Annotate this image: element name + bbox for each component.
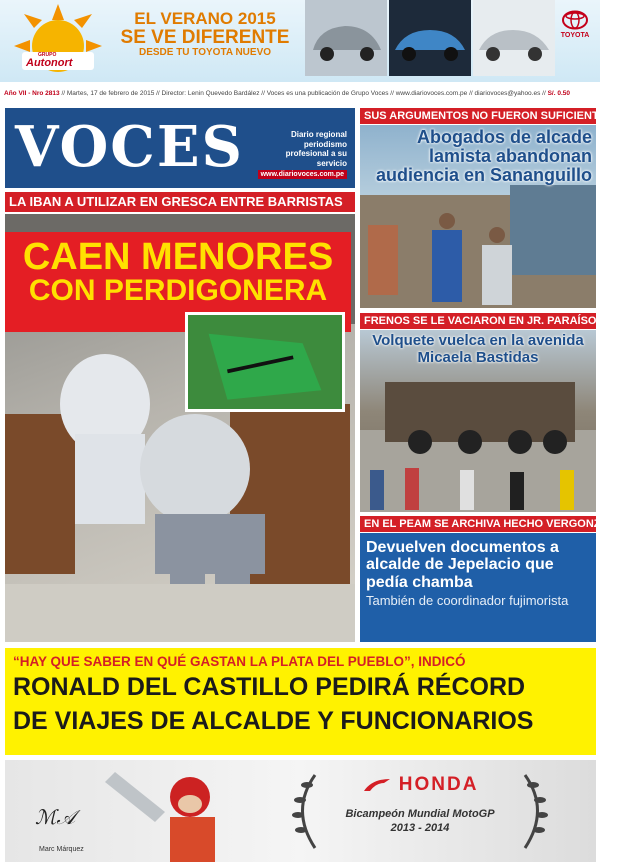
masthead-tagline: Diario regional periodismo profesional a su servicio [285, 130, 347, 168]
side-story-3-box[interactable] [360, 533, 596, 642]
side-story-3-kicker: EN EL PEAM SE ARCHIVA HECHO VERGONZOSO [360, 516, 596, 532]
side-story-1-photo[interactable] [360, 125, 596, 308]
signature-name: Marc Márquez [39, 846, 84, 853]
side-story-1-headline[interactable]: Abogados de alcade lamista abandonan audiencia en Sananguillo [375, 127, 592, 185]
main-headline-line1: CAEN MENORES [22, 236, 334, 278]
issue-number: Año VII - Nro 2813 [4, 90, 60, 97]
left-laurel-icon [285, 770, 325, 850]
autonort-group-label: GRUPO [38, 52, 57, 58]
main-story-photo[interactable] [5, 214, 355, 642]
side-story-2-headline[interactable]: Volquete vuelca en la avenida Micaela Bastidas [372, 332, 584, 366]
right-laurel-icon [515, 770, 555, 850]
autonort-logo-text: Autonort [26, 57, 73, 69]
honda-ad-block [335, 774, 505, 834]
cars-image [305, 0, 555, 76]
shotgun-inset-image [185, 312, 345, 412]
side-story-3-headline: Devuelven documentos a alcalde de Jepelacio que pedía chamba [366, 539, 559, 591]
dateline-sep: // [261, 90, 267, 97]
main-headline-line2: CON PERDIGONERA [28, 274, 328, 307]
ad-top-headline [120, 10, 290, 58]
honda-logo [335, 774, 505, 796]
top-advertisement[interactable] [0, 0, 600, 82]
toyota-logo [555, 10, 595, 39]
dateline-email[interactable]: diariovoces@yahoo.es [474, 90, 541, 97]
signature: ℳ𝒜 [35, 805, 76, 829]
bottom-advertisement[interactable] [5, 760, 596, 862]
dateline-sep: // [542, 90, 548, 97]
honda-years: 2013 - 2014 [390, 822, 450, 834]
toyota-text: TOYOTA [560, 32, 590, 39]
bottom-headline-line2: DE VIAJES DE ALCALDE Y FUNCIONARIOS [13, 707, 534, 736]
ad-top-line1: EL VERANO 2015 [134, 9, 276, 28]
honda-title: Bicampeón Mundial MotoGP [345, 808, 495, 820]
bottom-story-kicker: “HAY QUE SABER EN QUÉ GASTAN LA PLATA DEL PUEBLO”, INDICÓ [13, 654, 466, 669]
honda-brand-text: HONDA [398, 774, 479, 795]
masthead-web[interactable]: www.diariovoces.com.pe [258, 170, 347, 179]
bottom-headline-line1: RONALD DEL CASTILLO PEDIRÁ RÉCORD [13, 673, 526, 701]
dateline-sep: // [469, 90, 475, 97]
director: Director: Lenin Quevedo Bardález [161, 90, 260, 97]
bottom-story[interactable] [5, 648, 596, 755]
dateline [0, 90, 600, 104]
publisher: Voces es una publicación de Grupo Voces [266, 90, 389, 97]
dateline-sep: // [390, 90, 396, 97]
toyota-emblem-icon [562, 10, 588, 30]
voces-logo: VOCES [15, 114, 244, 180]
side-story-2-photo[interactable] [360, 330, 596, 512]
issue-date: Martes, 17 de febrero de 2015 [66, 90, 155, 97]
rider-trophy-image [95, 762, 245, 862]
honda-wing-icon [362, 777, 392, 793]
dateline-sep: // [61, 90, 67, 97]
side-story-3-subhead: También de coordinador fujimorista [366, 592, 569, 608]
dateline-sep: // [156, 90, 162, 97]
side-story-2-kicker: FRENOS SE LE VACIARON EN JR. PARAÍSO [360, 313, 596, 329]
side-story-1-kicker: SUS ARGUMENTOS NO FUERON SUFICIENTES [360, 108, 596, 124]
dateline-web[interactable]: www.diariovoces.com.pe [395, 90, 468, 97]
masthead [5, 108, 355, 188]
main-story-kicker: LA IBAN A UTILIZAR EN GRESCA ENTRE BARRISTAS [5, 192, 355, 212]
ad-top-line3: DESDE TU TOYOTA NUEVO [138, 46, 272, 58]
ad-top-line2: SE VE DIFERENTE [120, 26, 290, 48]
price: S/. 0.50 [547, 90, 570, 97]
